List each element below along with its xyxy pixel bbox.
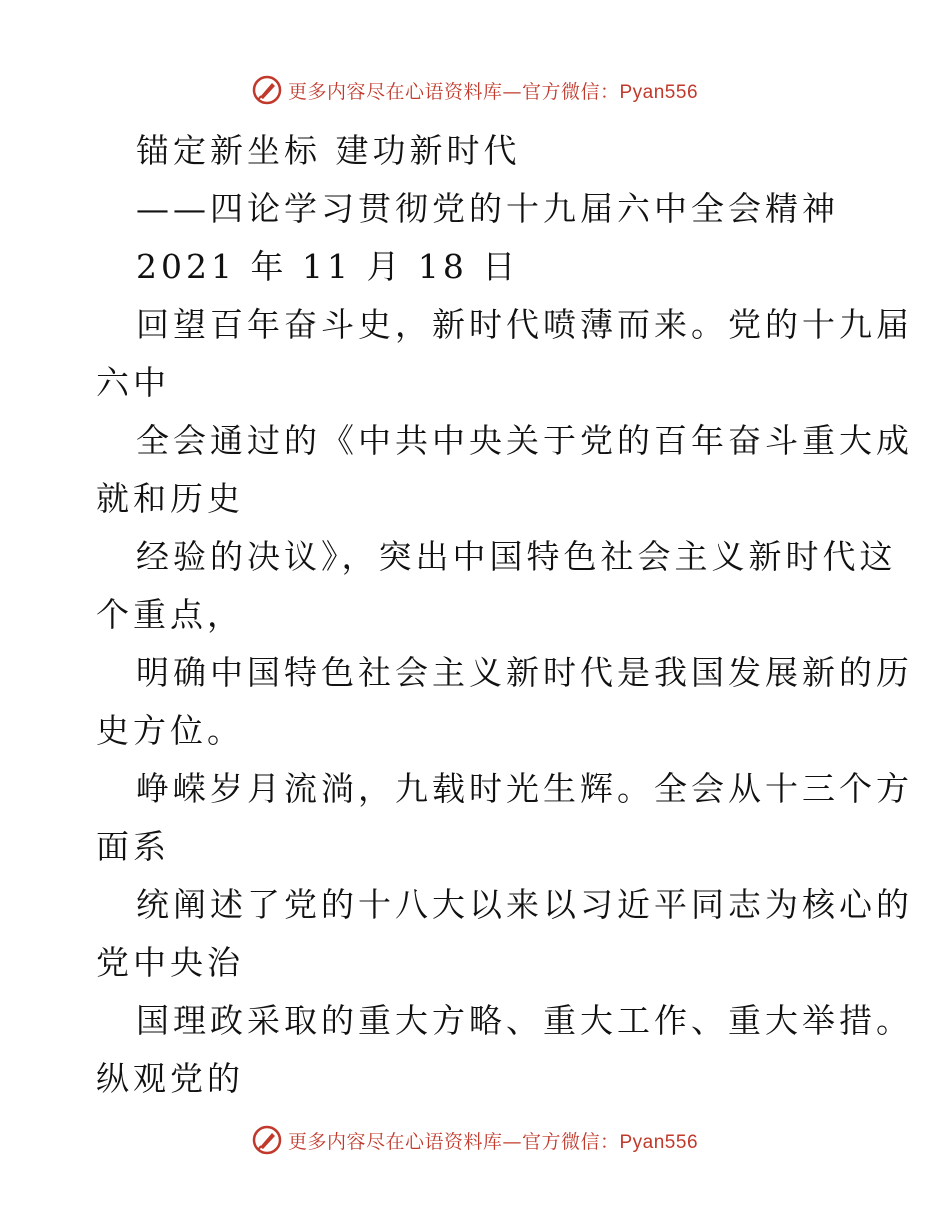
document-line: 统阐述了党的十八大以来以习近平同志为核心的	[136, 885, 913, 924]
document-line: 峥嵘岁月流淌，九载时光生辉。全会从十三个方	[136, 769, 913, 808]
document-line: 锚定新坐标 建功新时代	[136, 131, 521, 170]
header-banner-text	[288, 77, 698, 104]
document-line: 全会通过的《中共中央关于党的百年奋斗重大成	[136, 421, 913, 460]
document-line: 纵观党的	[96, 1059, 244, 1098]
document-line: 2021 年 11 月 18 日	[136, 247, 520, 286]
header-banner-label: 更多内容尽在心语资料库—官方微信：	[287, 80, 620, 103]
quill-logo-icon	[252, 1125, 282, 1155]
footer-banner-account: Pyan556	[619, 1131, 699, 1153]
document-line: ——四论学习贯彻党的十九届六中全会精神	[136, 189, 839, 228]
footer-banner-text	[288, 1127, 698, 1154]
document-line: 回望百年奋斗史，新时代喷薄而来。党的十九届	[136, 305, 913, 344]
document-line: 就和历史	[96, 479, 244, 518]
footer-banner-label: 更多内容尽在心语资料库—官方微信：	[287, 1130, 620, 1153]
document-line: 个重点，	[96, 595, 244, 634]
header-watermark-banner	[0, 70, 950, 110]
quill-logo-icon	[252, 75, 282, 105]
header-banner-account: Pyan556	[619, 81, 699, 103]
document-line: 经验的决议》，突出中国特色社会主义新时代这	[136, 537, 897, 576]
document-line: 国理政采取的重大方略、重大工作、重大举措。	[136, 1001, 913, 1040]
document-line: 党中央治	[96, 943, 244, 982]
document-line: 史方位。	[96, 711, 244, 750]
document-line: 明确中国特色社会主义新时代是我国发展新的历	[136, 653, 913, 692]
document-body	[96, 122, 913, 1108]
document-line: 面系	[96, 827, 170, 866]
footer-watermark-banner	[0, 1120, 950, 1160]
document-line: 六中	[96, 363, 170, 402]
